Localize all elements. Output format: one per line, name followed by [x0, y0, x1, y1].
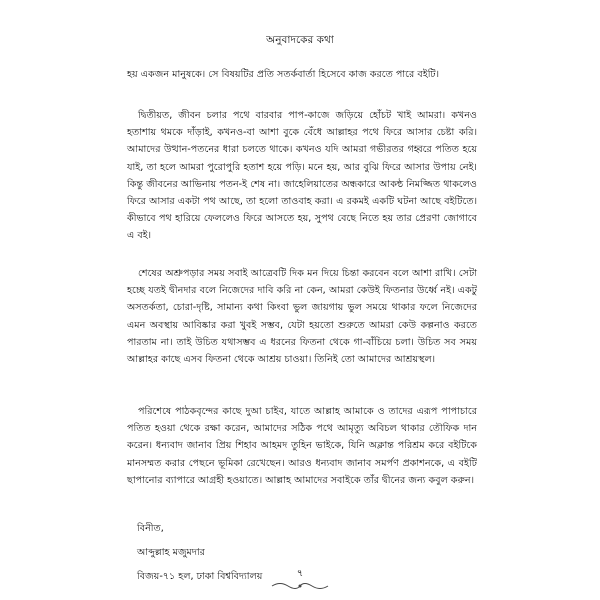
paragraph-acknowledgements: পরিশেষে পাঠকবৃন্দের কাছে দুআ চাইব, যাতে আল্লাহ আমাকে ও তাদের এরূপ পাপাচারে পতিত হওয়া থেকে রক্ষা করেন, আমাদের সঠিক পথে আমৃত্যু অবিচল থাকার তৌফিক দান করেন। ধন্যবাদ জানাব প্রিয় শিহাব আহমদ তুহিন ভাইকে, যিনি অক্লান্ত পরিশ্রম করে বইটিকে মানসম্মত করার পেছনে ভূমিকা রেখেছেন। আরও ধন্যবাদ জানাব সমর্পণ প্রকাশনকে, এ বইটি ছাপানোর ব্যাপারে আগ্রহী হওয়াতে। আল্লাহ আমাদের সবাইকে তাঁর দ্বীনের জন্য কবুল করুন।	[127, 406, 477, 486]
paragraph-second-point: দ্বিতীয়ত, জীবন চলার পথে বারবার পাপ-কাজে জড়িয়ে হোঁচট খাই আমরা। কখনও হতাশায় থমকে দাঁড়াই, কখনও-বা আশা বুকে বেঁধে আল্লাহর পথে ফিরে আসার চেষ্টা করি। আমাদের উত্থান-পতনের ধারা চলতে থাকে। কখনও যদি আমরা গভীরতর গহ্বরে পতিত হয়ে যাই, তা হলে আমরা পুরোপুরি হতাশ হয়ে পড়ি। মনে হয়, আর বুঝি ফিরে আসার উপায় নেই। কিন্তু জীবনের আভিনায় পতন-ই শেষ না। জাহেলিয়াতের অন্ধকারে আকন্ঠ নিমজ্জিত থাকলেও ফিরে আসার একটা পথ আছে, তা হলো তাওবাহ করা। এ রকমই একটি ঘটনা আছে বইটিতে। কীভাবে পথ হারিয়ে ফেললেও ফিরে আসতে হয়, সুপথ বেছে নিতে হয় তার প্রেরণা জোগাবে এ বই।	[127, 110, 477, 242]
signature-name: আব্দুল্লাহ মজুমদার	[137, 547, 205, 558]
signature-affiliation: বিজয়-৭১ হল, ঢাকা বিশ্ববিদ্যালয়	[137, 571, 263, 582]
page-header-title: অনুবাদকের কথা	[266, 34, 334, 46]
page-footer	[0, 567, 600, 591]
paragraph-continuation: হয় একজন মানুষকে। সে বিষয়টির প্রতি সতর্কবার্তা হিসেবে কাজ করতে পারে বইটি।	[127, 69, 440, 80]
paragraph-fitna-warning: শেষের অশ্রুপড়ার সময় সবাই আত্রেবটি দিক মন দিয়ে চিন্তা করবেন বলে আশা রাখি। সেটা হচ্ছে যতই দ্বীনদার বলে নিজেদের দাবি করি না কেন, আমরা কেউই ফিতনার উর্ধ্বে নই। একটু অসতর্কতা, চোরা-দৃষ্টি, সামান্য কথা কিংবা ভুল জায়গায় ভুল সময়ে থাকার ফলে নিজেদের এমন অবস্থায় আবিষ্কার করা খুবই সম্ভব, যেটা হয়তো শুরুতে আমরা কেউ কল্পনাও করতে পারতাম না। তাই উচিত যথাসম্ভব এ ধরনের ফিতনা থেকে গা-বাঁচিয়ে চলা। উচিত সব সময় আল্লাহর কাছে এসব ফিতনা থেকে আশ্রয় চাওয়া। তিনিই তো আমাদের আশ্রয়স্থল।	[127, 268, 477, 366]
ornament-flourish-icon	[270, 581, 330, 591]
signature-closing: বিনীত,	[137, 523, 164, 534]
page-number: ৭	[296, 568, 304, 579]
